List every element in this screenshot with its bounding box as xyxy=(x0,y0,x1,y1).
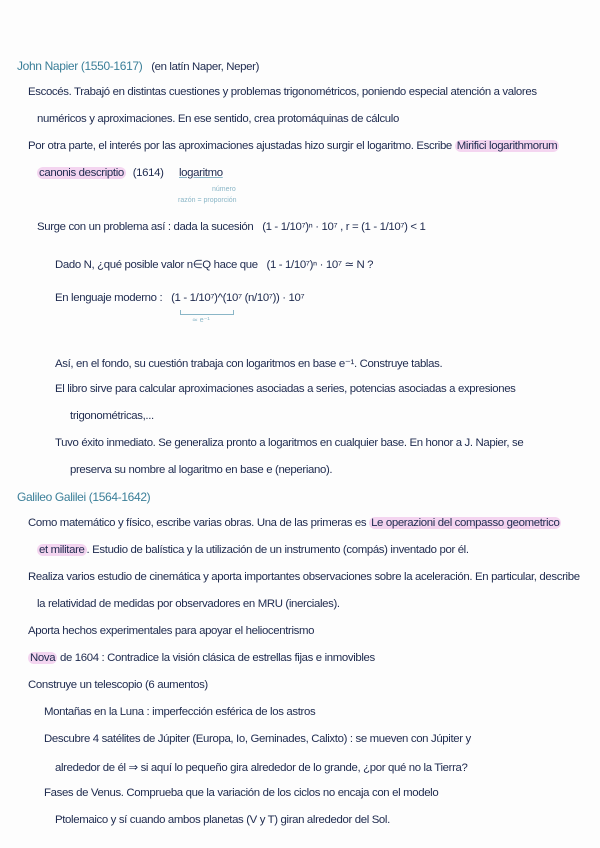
libro-line-2: trigonométricas,... xyxy=(70,410,154,422)
jupiter-line-2: alrededor de él ⇒ si aquí lo pequeño gira alrededor de lo grande, ¿por qué no la Tierra? xyxy=(55,762,468,774)
approx-e-inverse: ≃ e⁻¹ xyxy=(192,317,210,324)
galileo-works-continued: . Estudio de balística y la utilización de un instrumento (compás) inventado por él. xyxy=(86,544,469,556)
dado-text: Dado N, ¿qué posible valor n∈Q hace que xyxy=(55,259,258,271)
napier-bio-line-2: numéricos y aproximaciones. En ese sentido, crea protomáquinas de cálculo xyxy=(37,113,399,125)
approx-brace xyxy=(180,310,234,315)
modern-formula: (1 - 1/10⁷)^(10⁷ (n/10⁷)) · 10⁷ xyxy=(171,292,305,304)
napier-latin-name: (en latín Naper, Neper) xyxy=(151,61,260,73)
nova-text: de 1604 : Contradice la visión clásica de estrellas fijas e inmovibles xyxy=(57,652,375,664)
work-title-part-2: et militare xyxy=(39,544,85,556)
book-title-part-2: canonis descriptio xyxy=(39,167,124,179)
napier-log-line-2 xyxy=(37,167,164,179)
kinematics-line-2: la relatividad de medidas por observadores en MRU (inerciales). xyxy=(37,598,340,610)
lenguaje-line xyxy=(55,292,304,304)
jupiter-line-1: Descubre 4 satélites de Júpiter (Europa, Io, Geminades, Calixto) : se mueven con Júpiter y xyxy=(44,733,471,745)
libro-line-1: El libro sirve para calcular aproximaciones asociadas a series, potencias asociadas a expresiones xyxy=(55,383,516,395)
kinematics-line-1: Realiza varios estudio de cinemática y aporta importantes observaciones sobre la aceleración. En particular, describe xyxy=(28,571,580,583)
galileo-heading: Galileo Galilei (1564-1642) xyxy=(17,490,151,504)
napier-bio-line-1: Escocés. Trabajó en distintas cuestiones y problemas trigonométricos, poniendo especial atención a valores xyxy=(28,86,537,98)
galileo-works-line-1 xyxy=(28,517,561,529)
surge-line xyxy=(37,221,426,233)
book-title-part-1: Mirifici logarithmorum xyxy=(456,140,558,152)
tuvo-line-2: preserva su nombre al logaritmo en base e (neperiano). xyxy=(70,464,333,476)
napier-log-text: Por otra parte, el interés por las aproximaciones ajustadas hizo surgir el logaritmo. Escribe xyxy=(28,140,455,152)
napier-heading: John Napier (1550-1617) xyxy=(17,59,143,73)
work-title-part-1: Le operazioni del compasso geometrico xyxy=(371,517,560,529)
book-year: (1614) xyxy=(132,167,164,179)
numero-annotation: número xyxy=(212,186,236,193)
moon-line: Montañas en la Luna : imperfección esférica de los astros xyxy=(44,706,316,718)
logaritmo-word: logaritmo xyxy=(179,167,223,179)
venus-line-1: Fases de Venus. Comprueba que la variación de los ciclos no encaja con el modelo xyxy=(44,787,439,799)
venus-line-2: Ptolemaico y sí cuando ambos planetas (V y T) giran alrededor del Sol. xyxy=(55,814,390,826)
napier-log-line-1 xyxy=(28,140,559,152)
asi-line: Así, en el fondo, su cuestión trabaja con logaritmos en base e⁻¹. Construye tablas. xyxy=(55,358,443,370)
napier-heading-line xyxy=(17,59,259,73)
tuvo-line-1: Tuvo éxito inmediato. Se generaliza pronto a logaritmos en cualquier base. En honor a J. Napier, se xyxy=(55,437,524,449)
razon-annotation: razón = proporción xyxy=(178,197,237,204)
dado-line xyxy=(55,257,373,271)
galileo-works-text: Como matemático y físico, escribe varias obras. Una de las primeras es xyxy=(28,517,370,529)
sequence-formula: (1 - 1/10⁷)ⁿ · 10⁷ , r = (1 - 1/10⁷) < 1 xyxy=(262,221,426,233)
nova-highlight: Nova xyxy=(30,652,56,664)
surge-text: Surge con un problema así : dada la sucesión xyxy=(37,221,254,233)
heliocentrism-line: Aporta hechos experimentales para apoyar el heliocentrismo xyxy=(28,625,315,637)
galileo-works-line-2 xyxy=(37,544,469,556)
nova-line xyxy=(28,652,375,664)
lenguaje-text: En lenguaje moderno : xyxy=(55,292,163,304)
telescope-line: Construye un telescopio (6 aumentos) xyxy=(28,679,208,691)
dado-formula: (1 - 1/10⁷)ⁿ · 10⁷ ≃ N ? xyxy=(266,259,374,271)
